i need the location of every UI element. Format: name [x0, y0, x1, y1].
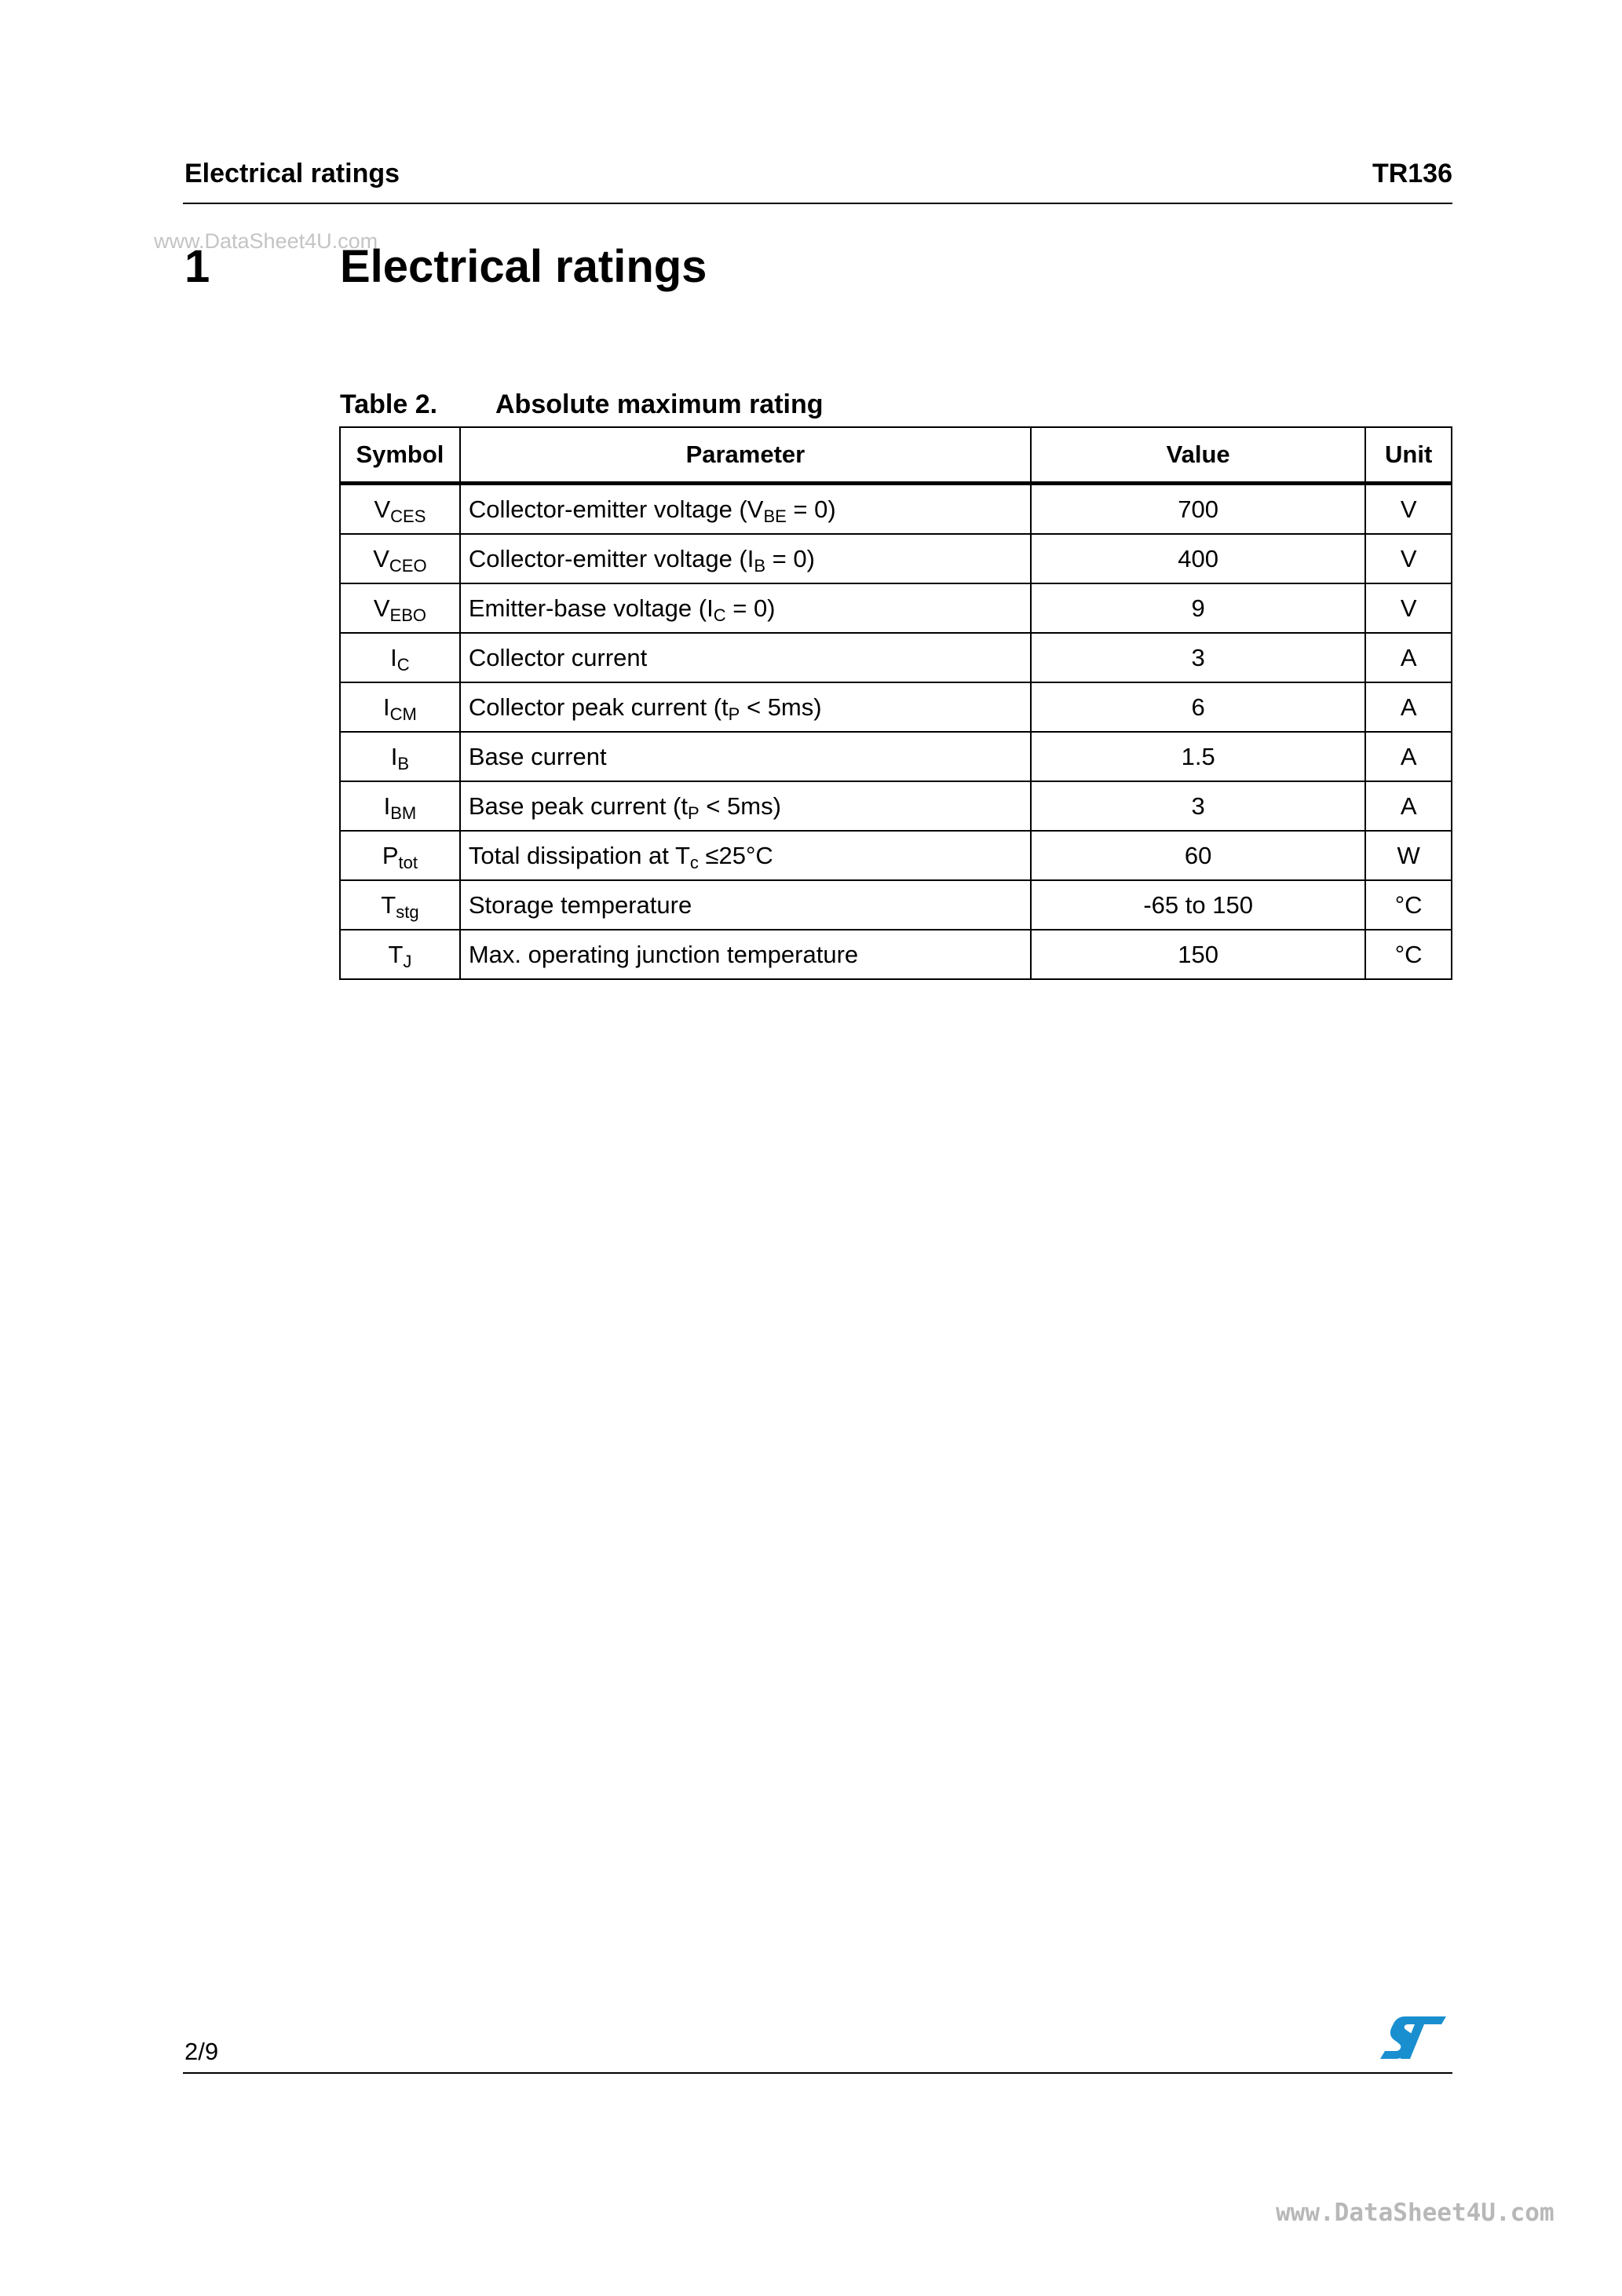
cell-parameter [460, 583, 1031, 633]
cell-symbol [340, 831, 460, 880]
cell-symbol [340, 484, 460, 535]
cell-parameter [460, 930, 1031, 979]
parameter-text: Base current [468, 742, 607, 770]
parameter-condition: = 0) [786, 495, 836, 523]
parameter-subscript: P [688, 803, 700, 823]
symbol-subscript: C [396, 654, 410, 675]
parameter-subscript: P [728, 704, 740, 724]
cell-symbol [340, 880, 460, 930]
cell-symbol [340, 682, 460, 732]
symbol-subscript: CEO [389, 555, 427, 576]
header-unit: Unit [1365, 427, 1452, 484]
header-parameter: Parameter [460, 427, 1031, 484]
st-logo-icon [1379, 2015, 1448, 2062]
symbol-subscript: J [403, 951, 412, 971]
section-number: 1 [184, 241, 210, 292]
table-title: Absolute maximum rating [495, 389, 824, 419]
table-row [340, 484, 1452, 535]
table-row [340, 880, 1452, 930]
cell-unit: A [1365, 682, 1452, 732]
symbol-letter: V [373, 594, 390, 622]
table-row [340, 781, 1452, 831]
parameter-text: Collector current [468, 643, 648, 671]
running-header-part-number: TR136 [1372, 159, 1452, 188]
cell-value: 3 [1031, 781, 1365, 831]
symbol-letter: V [373, 544, 389, 572]
cell-value: 60 [1031, 831, 1365, 880]
parameter-condition: = 0) [725, 594, 776, 622]
parameter-subscript: C [713, 605, 726, 625]
parameter-text: Storage temperature [468, 890, 692, 919]
cell-value: 6 [1031, 682, 1365, 732]
cell-value: -65 to 150 [1031, 880, 1365, 930]
table-row [340, 534, 1452, 583]
cell-value: 150 [1031, 930, 1365, 979]
parameter-text: Emitter-base voltage (I [468, 594, 714, 622]
table-header-row [340, 427, 1452, 484]
table-row [340, 831, 1452, 880]
parameter-condition: < 5ms) [740, 693, 822, 721]
symbol-subscript: CES [390, 506, 426, 526]
watermark-bottom: www.DataSheet4U.com [1276, 2199, 1554, 2227]
parameter-subscript: c [689, 852, 699, 872]
header-symbol: Symbol [340, 427, 460, 484]
parameter-text: Base peak current (t [468, 792, 688, 820]
cell-value: 3 [1031, 633, 1365, 682]
cell-parameter [460, 732, 1031, 781]
parameter-condition: ≤25°C [698, 841, 773, 869]
cell-unit: A [1365, 781, 1452, 831]
table-label: Table 2. [340, 389, 438, 419]
symbol-letter: I [390, 742, 398, 770]
running-header-section: Electrical ratings [184, 159, 400, 188]
table-row [340, 732, 1452, 781]
symbol-subscript: CM [389, 704, 417, 724]
cell-unit: V [1365, 484, 1452, 535]
parameter-condition: < 5ms) [699, 792, 781, 820]
symbol-letter: I [390, 643, 397, 671]
symbol-subscript: BM [390, 803, 417, 823]
cell-value: 700 [1031, 484, 1365, 535]
parameter-text: Collector peak current (t [468, 693, 729, 721]
header-divider [183, 203, 1452, 204]
cell-parameter [460, 534, 1031, 583]
section-title: Electrical ratings [340, 241, 707, 292]
cell-symbol [340, 633, 460, 682]
symbol-letter: P [382, 841, 399, 869]
symbol-subscript: stg [396, 901, 419, 922]
cell-value: 400 [1031, 534, 1365, 583]
table-row [340, 633, 1452, 682]
parameter-text: Max. operating junction temperature [468, 940, 859, 968]
cell-unit: A [1365, 633, 1452, 682]
cell-symbol [340, 583, 460, 633]
watermark-top: www.DataSheet4U.com [154, 229, 378, 253]
cell-symbol [340, 781, 460, 831]
footer-divider [183, 2072, 1452, 2074]
cell-symbol [340, 732, 460, 781]
parameter-condition: = 0) [765, 544, 815, 572]
cell-value: 9 [1031, 583, 1365, 633]
parameter-text: Collector-emitter voltage (I [468, 544, 754, 572]
symbol-letter: T [388, 940, 404, 968]
cell-parameter [460, 682, 1031, 732]
symbol-subscript: tot [398, 852, 418, 872]
absolute-maximum-rating-table [339, 426, 1452, 980]
cell-unit: V [1365, 534, 1452, 583]
table-row [340, 583, 1452, 633]
cell-parameter [460, 633, 1031, 682]
cell-symbol [340, 534, 460, 583]
cell-unit: A [1365, 732, 1452, 781]
symbol-subscript: B [397, 753, 410, 773]
parameter-text: Collector-emitter voltage (V [468, 495, 764, 523]
parameter-subscript: BE [763, 506, 787, 526]
symbol-letter: I [383, 693, 390, 721]
table-row [340, 930, 1452, 979]
cell-unit: V [1365, 583, 1452, 633]
symbol-letter: T [381, 890, 396, 919]
symbol-letter: V [374, 495, 391, 523]
cell-parameter [460, 880, 1031, 930]
cell-value: 1.5 [1031, 732, 1365, 781]
cell-unit: W [1365, 831, 1452, 880]
cell-unit: °C [1365, 930, 1452, 979]
symbol-letter: I [383, 792, 391, 820]
table-caption [340, 389, 824, 420]
table-row [340, 682, 1452, 732]
cell-parameter [460, 781, 1031, 831]
parameter-text: Total dissipation at T [468, 841, 690, 869]
cell-parameter [460, 484, 1031, 535]
symbol-subscript: EBO [389, 605, 426, 625]
cell-parameter [460, 831, 1031, 880]
page-number: 2/9 [184, 2038, 219, 2065]
cell-unit: °C [1365, 880, 1452, 930]
parameter-subscript: B [754, 555, 766, 576]
cell-symbol [340, 930, 460, 979]
header-value: Value [1031, 427, 1365, 484]
